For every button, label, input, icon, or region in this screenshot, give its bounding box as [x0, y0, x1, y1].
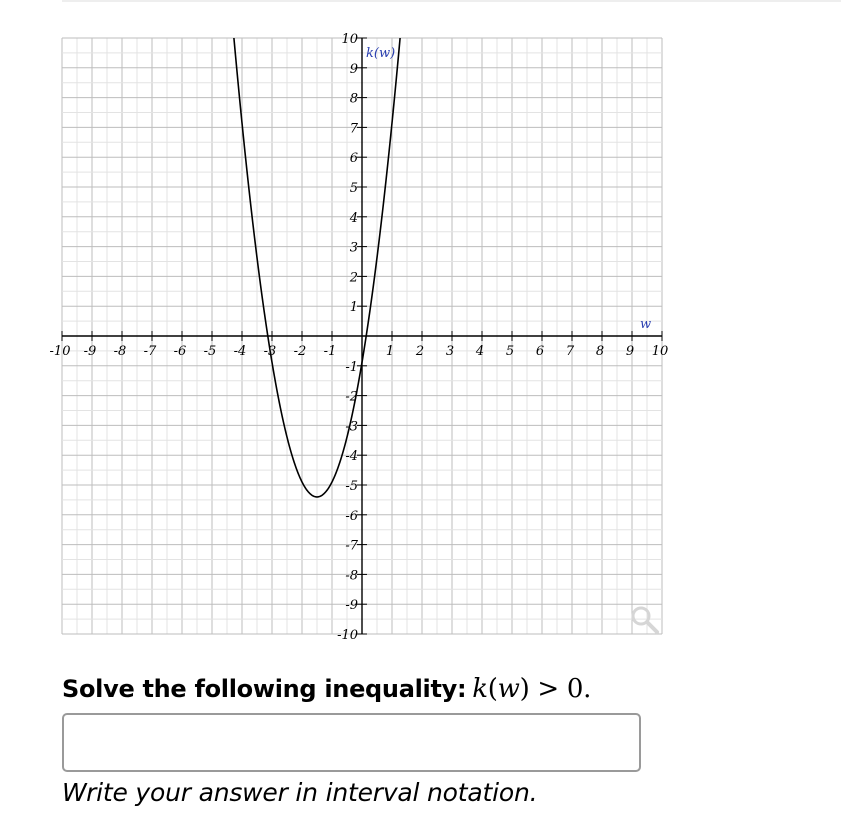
- x-tick-labels: [50, 344, 669, 359]
- inequality-w: w: [497, 674, 520, 704]
- x-tick-label: -10: [49, 344, 71, 359]
- x-tick-label: -9: [83, 344, 97, 359]
- x-tick-label: 5: [505, 344, 515, 359]
- zoom-button[interactable]: [627, 604, 663, 636]
- answer-input[interactable]: [62, 713, 641, 772]
- y-tick-label: 10: [341, 32, 358, 47]
- x-tick-label: -8: [113, 344, 127, 359]
- y-tick-label: 2: [349, 270, 358, 286]
- y-tick-labels: [337, 32, 359, 643]
- x-tick-label: -7: [143, 344, 157, 359]
- x-tick-label: -6: [173, 344, 187, 359]
- x-axis-label: w: [640, 317, 652, 332]
- y-tick-label: -7: [345, 538, 358, 554]
- x-tick-label: 4: [475, 344, 485, 359]
- question-prefix: Solve the following inequality:: [62, 675, 467, 703]
- inequality-rhs: 0: [566, 674, 584, 704]
- inequality-k: k: [472, 674, 488, 704]
- x-tick-label: 2: [415, 344, 425, 359]
- y-tick-label: -1: [345, 359, 358, 375]
- x-tick-label: -3: [263, 344, 277, 359]
- inequality: [472, 674, 591, 704]
- answer-hint: Write your answer in interval notation.: [62, 778, 538, 807]
- x-tick-label: -5: [203, 344, 217, 359]
- inequality-operator: >: [529, 674, 567, 704]
- magnifier-icon: [627, 604, 663, 636]
- y-tick-label: 3: [349, 240, 358, 256]
- y-tick-label: -4: [345, 449, 358, 465]
- question-text: [62, 674, 782, 708]
- x-tick-label: 6: [535, 344, 545, 359]
- y-tick-label: 7: [349, 121, 358, 137]
- y-tick-label: 6: [349, 151, 358, 167]
- inequality-rparen: ): [519, 674, 530, 704]
- x-tick-label: 10: [651, 344, 669, 359]
- y-tick-label: -10: [337, 628, 358, 643]
- x-tick-label: 3: [445, 344, 455, 359]
- y-tick-label: -8: [345, 568, 358, 584]
- x-tick-label: -4: [233, 344, 247, 359]
- y-tick-label: 8: [349, 91, 358, 107]
- y-tick-label: 1: [349, 300, 358, 316]
- y-tick-label: -9: [345, 598, 358, 614]
- y-tick-label: 9: [349, 61, 358, 77]
- inequality-period: .: [583, 674, 592, 704]
- x-tick-label: 9: [625, 344, 635, 359]
- inequality-lparen: (: [487, 674, 498, 704]
- x-tick-label: 8: [595, 344, 605, 359]
- y-tick-label: 4: [349, 210, 358, 226]
- y-tick-label: 5: [349, 181, 358, 196]
- y-tick-label: -3: [345, 419, 358, 435]
- y-tick-label: -2: [345, 389, 358, 405]
- x-tick-label: -1: [323, 344, 337, 359]
- y-tick-label: -5: [345, 479, 358, 494]
- x-tick-label: -2: [293, 344, 307, 359]
- x-tick-label: 1: [385, 344, 395, 359]
- y-tick-label: -6: [345, 508, 358, 524]
- y-axis-label: k(w): [366, 46, 396, 61]
- x-tick-label: 7: [565, 344, 575, 359]
